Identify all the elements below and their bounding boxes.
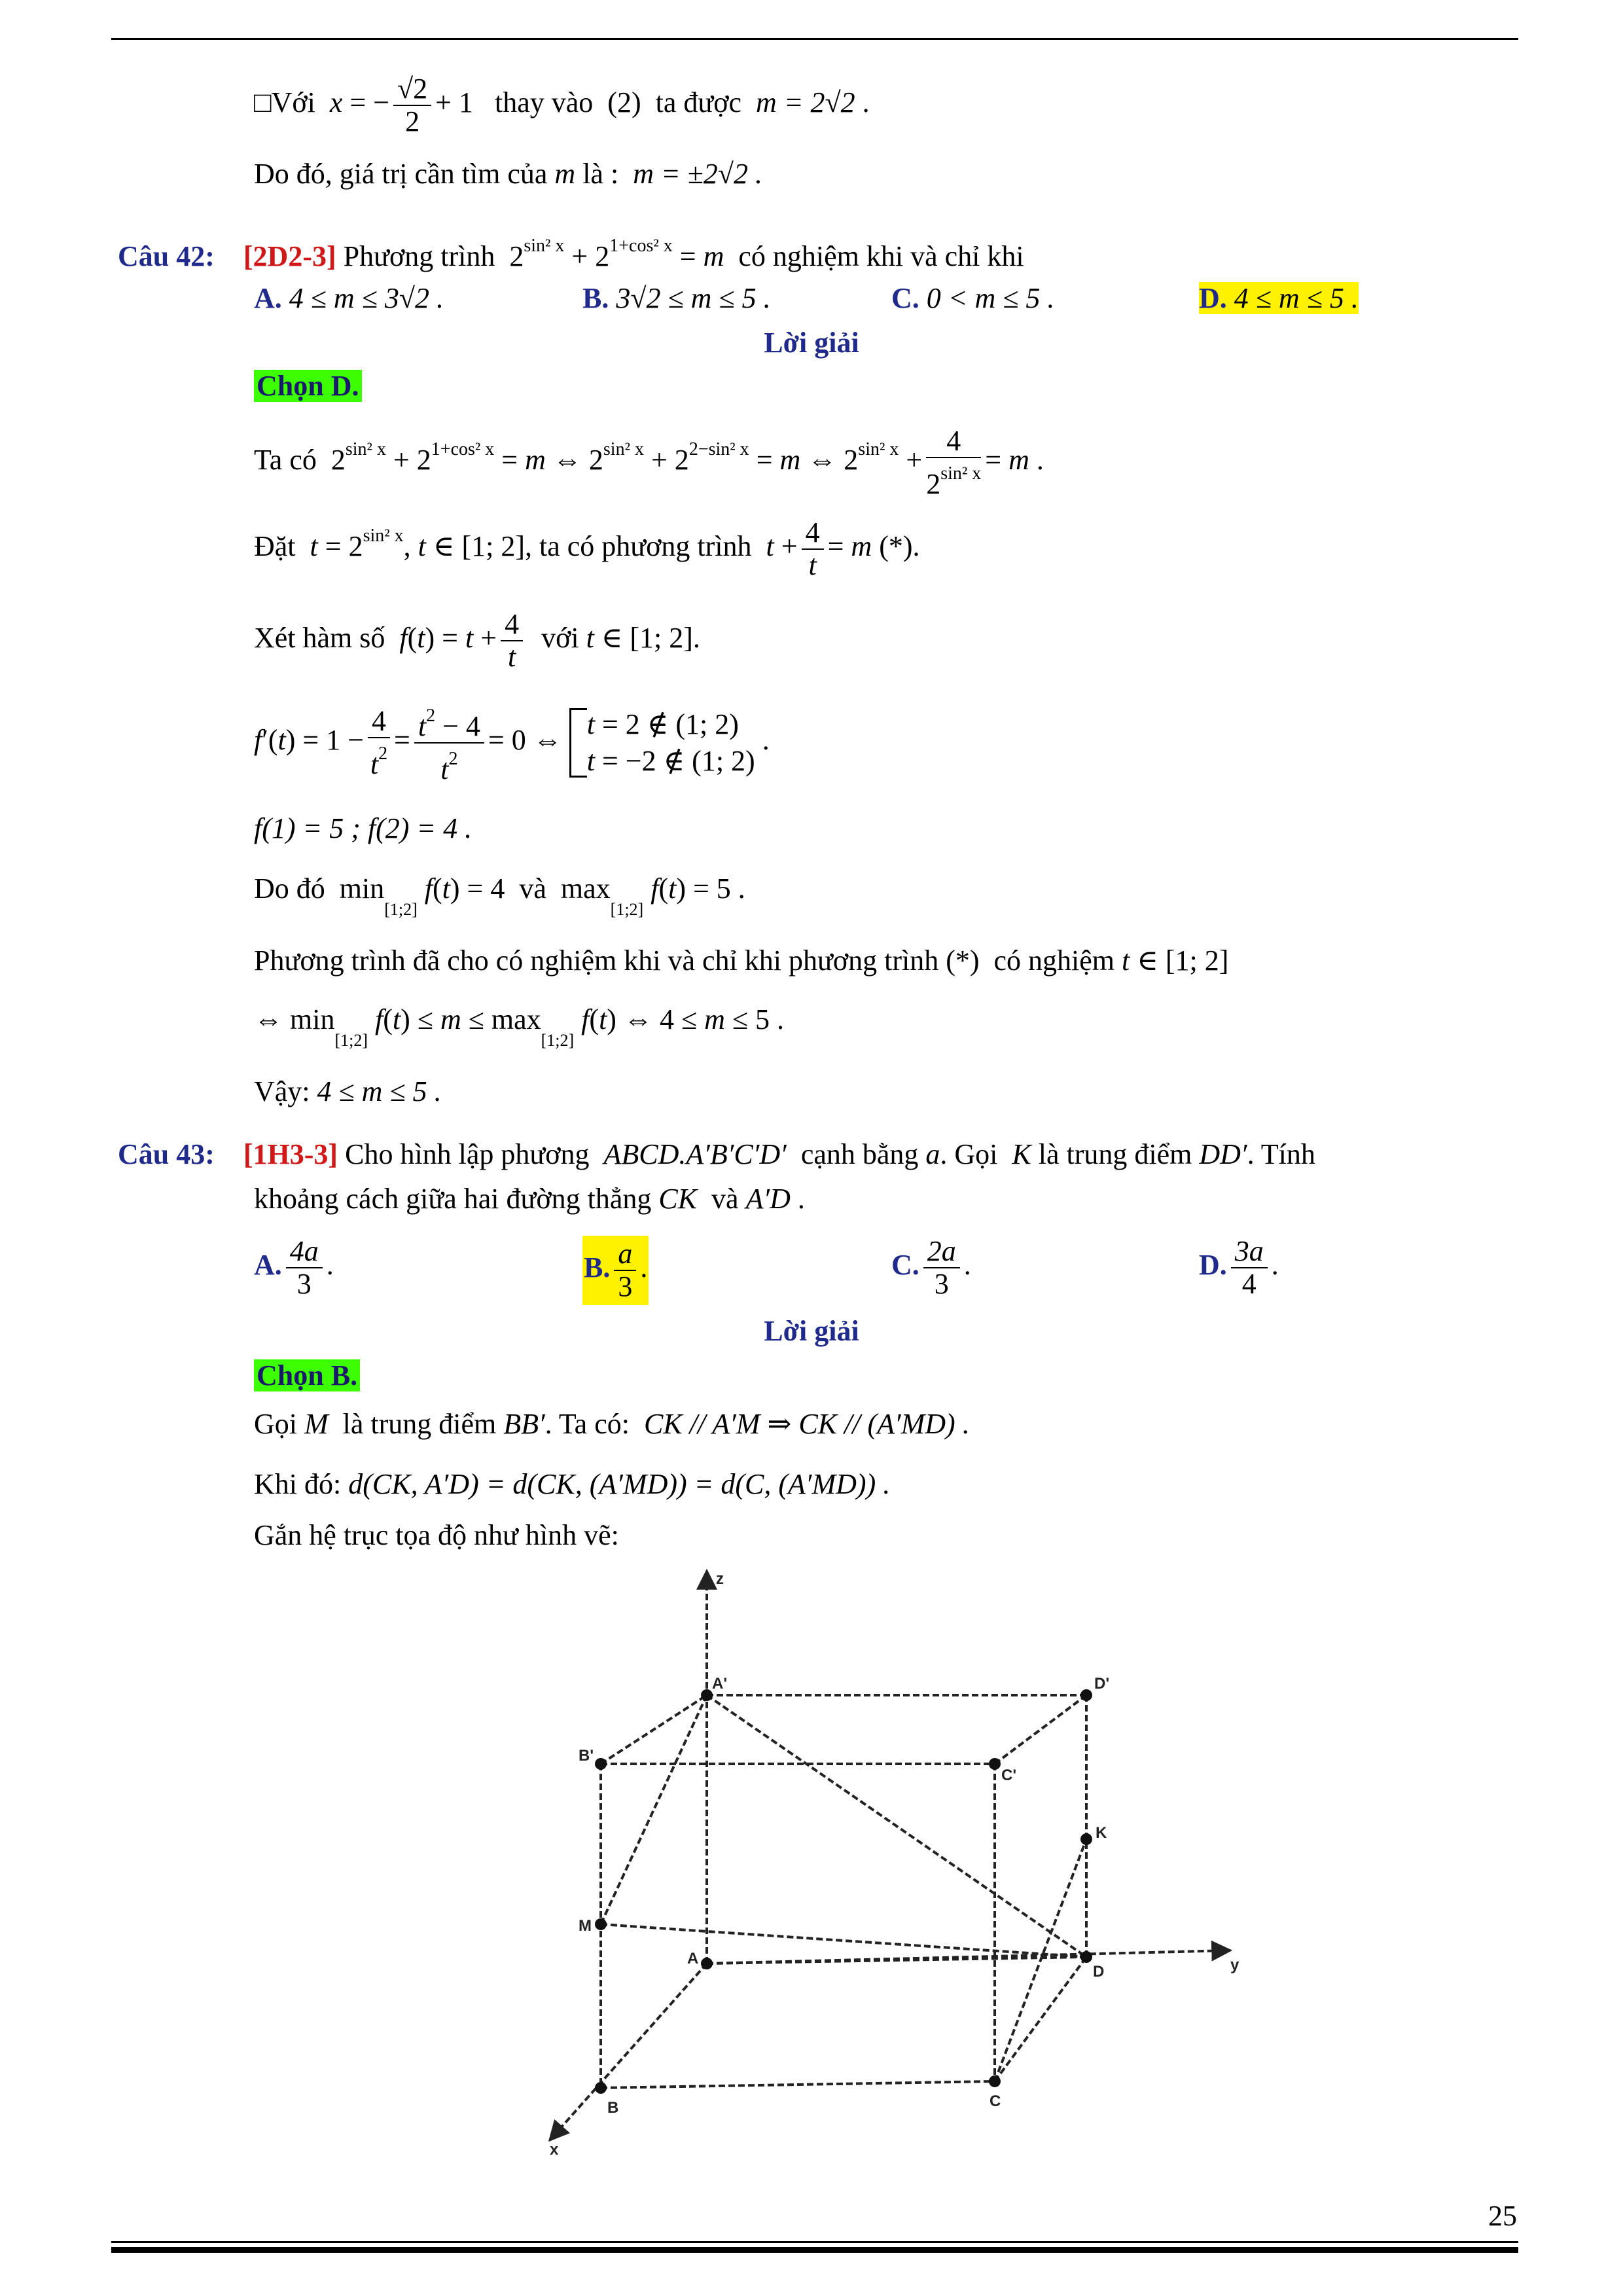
q43-solution-title: Lời giải <box>764 1315 859 1347</box>
q43-step-1: Gọi M là trung điểm BB′. Ta có: CK // A′M ⇒ CK // (A′MD) . <box>254 1408 970 1440</box>
q42-choice: Chọn D. <box>254 368 362 404</box>
label-z: z <box>716 1570 724 1588</box>
q43-stem-2: khoảng cách giữa hai đường thẳng CK và A′D . <box>254 1183 805 1215</box>
label-C1: C' <box>1001 1767 1017 1784</box>
label-B: B <box>607 2099 619 2117</box>
q42-solution-title: Lời giải <box>764 327 859 359</box>
q42-step-6: Do đó $\min_{[1;2]} f(t) = 4$ và $\max_{[1;2]} f(t) = 5$ . <box>254 872 745 919</box>
label-y: y <box>1230 1956 1240 1974</box>
q42-option-b: B. 3√2 ≤ m ≤ 5 . <box>582 282 771 314</box>
point-M <box>595 1918 607 1930</box>
q42-option-c: C. 0 < m ≤ 5 . <box>891 282 1055 314</box>
label-C: C <box>990 2092 1001 2110</box>
point-B1 <box>595 1758 607 1770</box>
cube-coordinate-figure <box>524 1558 1263 2160</box>
footer-rule-thick <box>111 2247 1518 2253</box>
q42-conclusion: Vậy: 4 ≤ m ≤ 5 . <box>254 1075 442 1107</box>
q43-step-2: Khi đó: d(CK, A′D) = d(CK, (A′MD)) = d(C, (A′MD)) . <box>254 1468 891 1500</box>
label-M: M <box>579 1917 592 1935</box>
label-K: K <box>1096 1824 1107 1842</box>
point-D1 <box>1080 1689 1092 1701</box>
q42-step-3: Xét hàm số f(t) = t + $\frac{4}{t}$ với t ∈ [1; 2]. <box>254 608 700 673</box>
footer-rule-thin <box>111 2241 1518 2243</box>
point-A1 <box>701 1689 713 1701</box>
label-D1: D' <box>1094 1675 1110 1693</box>
q42-step-1: Ta có $2^{sin^2 x} + 2^{1+cos^2 x} = m$ ⇔ $2^{sin^2 x} + 2^{2-sin^2 x} = m$ ⇔ $2^{sin^2 x}$ + $\frac{4}{2^{sin^2 x}}$ = m . <box>254 425 1044 500</box>
point-B <box>595 2082 607 2094</box>
q43-option-a: A. $\frac{4a}{3}$ . <box>254 1235 334 1300</box>
q42-step-2: Đặt $t = 2^{sin^2 x}$, t ∈ [1; 2], ta có phương trình t + $\frac{4}{t}$ = m (*). <box>254 516 920 581</box>
q42-stem: Câu 42: [2D2-3] Phương trình $2^{sin^2 x} + 2^{1+cos^2 x} = m$ có nghiệm khi và chỉ khi <box>118 236 1024 272</box>
q42-option-a: A. 4 ≤ m ≤ 3√2 . <box>254 282 444 314</box>
header-rule <box>111 38 1518 40</box>
point-A <box>701 1958 713 1969</box>
q43-step-3: Gắn hệ trục tọa độ như hình vẽ: <box>254 1519 619 1551</box>
point-K <box>1080 1833 1092 1845</box>
q42-step-5: f(1) = 5 ; f(2) = 4 . <box>254 812 473 844</box>
q43-option-d: D. $\frac{3a}{4}$ . <box>1199 1235 1279 1300</box>
x-axis <box>550 1964 707 2140</box>
page-number: 25 <box>1488 2200 1517 2232</box>
label-D: D <box>1093 1963 1105 1981</box>
q42-step-8: ⇔ $\min_{[1;2]} f(t) \le m \le \max_{[1;2]} f(t)$ ⇔ 4 ≤ m ≤ 5 . <box>254 1003 785 1050</box>
label-A: A <box>687 1950 699 1967</box>
q43-choice: Chọn B. <box>254 1357 360 1394</box>
q43-stem-1: Câu 43: [1H3-3] Cho hình lập phương ABCD.A′B′C′D′ cạnh bằng a. Gọi K là trung điểm DD′. Tính <box>118 1138 1315 1170</box>
point-C1 <box>989 1758 1001 1770</box>
q42-option-d: D. 4 ≤ m ≤ 5 . <box>1199 282 1359 314</box>
case-line: □Với x = − $\frac{√2}{2}$ + 1 thay vào (2) ta được m = 2√2 . <box>254 73 870 137</box>
label-A1: A' <box>712 1675 728 1693</box>
point-C <box>989 2075 1001 2087</box>
q42-step-7: Phương trình đã cho có nghiệm khi và chỉ khi phương trình (*) có nghiệm t ∈ [1; 2] <box>254 944 1229 977</box>
q43-option-b: B. $\frac{a}{3}$ . <box>582 1236 649 1305</box>
q42-step-4: f′(t) = 1 − $\frac{4}{t^2}$ = $\frac{t^2 - 4}{t^2}$ = 0 ⇔ t = 2 ∉ (1; 2) t = −2 ∉ (1; 2) . <box>254 700 770 785</box>
label-x: x <box>550 2141 559 2159</box>
label-B1: B' <box>579 1747 594 1765</box>
conclusion-line: Do đó, giá trị cần tìm của m là : m = ±2√2 . <box>254 158 762 190</box>
point-D <box>1080 1951 1092 1963</box>
q43-option-c: C. $\frac{2a}{3}$ . <box>891 1235 971 1300</box>
